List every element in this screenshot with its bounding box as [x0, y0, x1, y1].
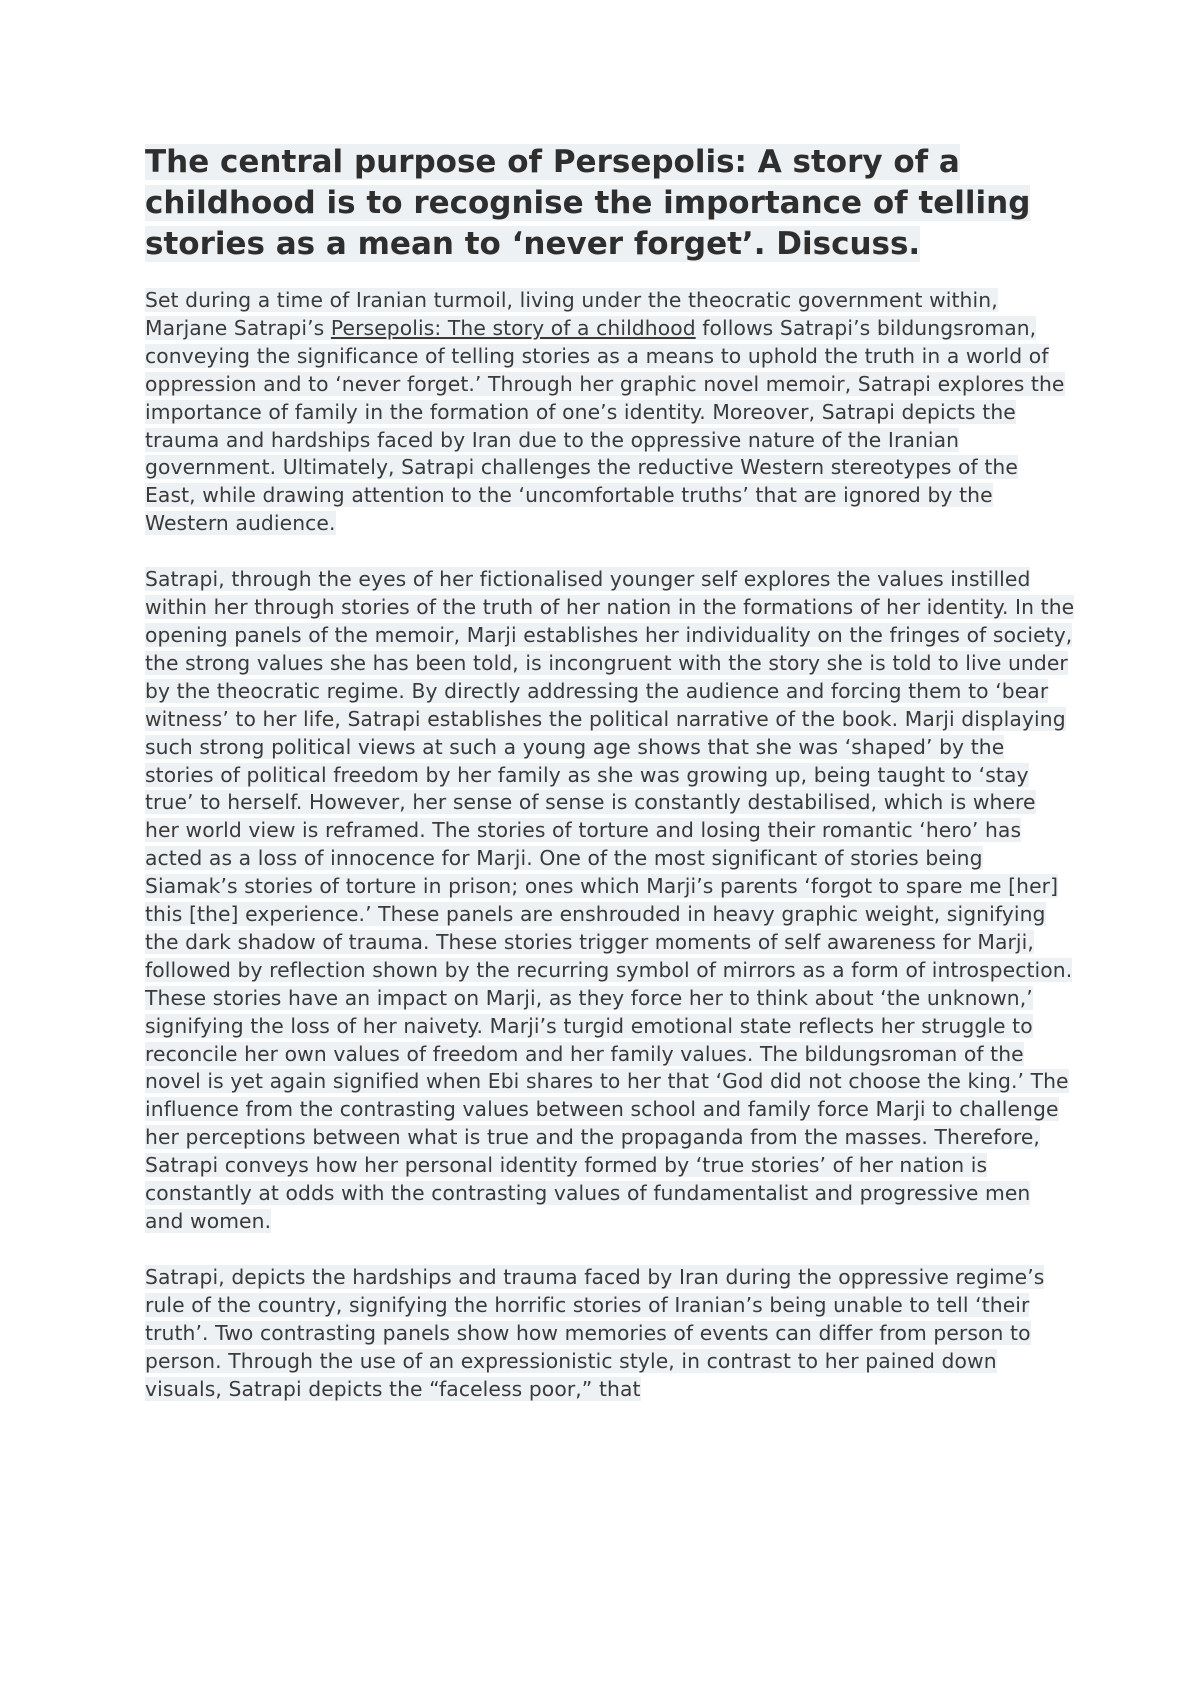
book-title-underlined: Persepolis: The story of a childhood: [330, 315, 696, 340]
essay-title: [145, 142, 1075, 265]
intro-text-before-title: Set during a time of Iranian turmoil, living under the theocratic government within, Marjane Satrapi’s: [145, 288, 998, 340]
essay-title-text: The central purpose of Persepolis: A story of a childhood is to recognise the importance of telling stories as a mean to ‘never forget’. Discuss.: [145, 144, 1031, 262]
paragraph-body-2: [145, 1264, 1075, 1404]
paragraph-body-1-text: Satrapi, through the eyes of her fictionalised younger self explores the values instilled within her through stories of the truth of her nation in the formations of her identity. In the opening panels of the memoir, Marji establishes her individuality on the fringes of society, the strong values she has been told, is incongruent with the story she is told to live under by the theocratic regime. By directly addressing the audience and forcing them to ‘bear witness’ to her life, Satrapi establishes the political narrative of the book. Marji displaying such strong political views at such a young age shows that she was ‘shaped’ by the stories of political freedom by her family as she was growing up, being taught to ‘stay true’ to herself. However, her sense of sense is constantly destabilised, which is where her world view is reframed. The stories of torture and losing their romantic ‘hero’ has acted as a loss of innocence for Marji. One of the most significant of stories being Siamak’s stories of torture in prison; ones which Marji’s parents ‘forgot to spare me [her] this [the] experience.’ These panels are enshrouded in heavy graphic weight, signifying the dark shadow of trauma. These stories trigger moments of self awareness for Marji, followed by reflection shown by the recurring symbol of mirrors as a form of introspection. These stories have an impact on Marji, as they force her to think about ‘the unknown,’ signifying the loss of her naivety. Marji’s turgid emotional state reflects her struggle to reconcile her own values of freedom and her family values. The bildungsroman of the novel is yet again signified when Ebi shares to her that ‘God did not choose the king.’ The influence from the contrasting values between school and family force Marji to challenge her perceptions between what is true and the propaganda from the masses. Therefore, Satrapi conveys how her personal identity formed by ‘true stories’ of her nation is constantly at odds with the contrasting values of fundamentalist and progressive men and women.: [145, 567, 1075, 1233]
document-page: [145, 142, 1075, 1431]
paragraph-introduction: [145, 287, 1075, 538]
intro-text-after-title: follows Satrapi’s bildungsroman, conveying the significance of telling stories as a means to uphold the truth in a world of oppression and to ‘never forget.’ Through her graphic novel memoir, Satrapi explores the importance of family in the formation of one’s identity. Moreover, Satrapi depicts the trauma and hardships faced by Iran due to the oppressive nature of the Iranian government. Ultimately, Satrapi challenges the reductive Western stereotypes of the East, while drawing attention to the ‘uncomfortable truths’ that are ignored by the Western audience.: [145, 315, 1065, 536]
paragraph-body-2-text: Satrapi, depicts the hardships and trauma faced by Iran during the oppressive regime’s rule of the country, signifying the horrific stories of Iranian’s being unable to tell ‘their truth’. Two contrasting panels show how memories of events can differ from person to person. Through the use of an expressionistic style, in contrast to her pained down visuals, Satrapi depicts the “faceless poor,” that: [145, 1264, 1045, 1401]
paragraph-body-1: [145, 566, 1075, 1236]
paragraph-introduction-text: [145, 288, 1065, 535]
